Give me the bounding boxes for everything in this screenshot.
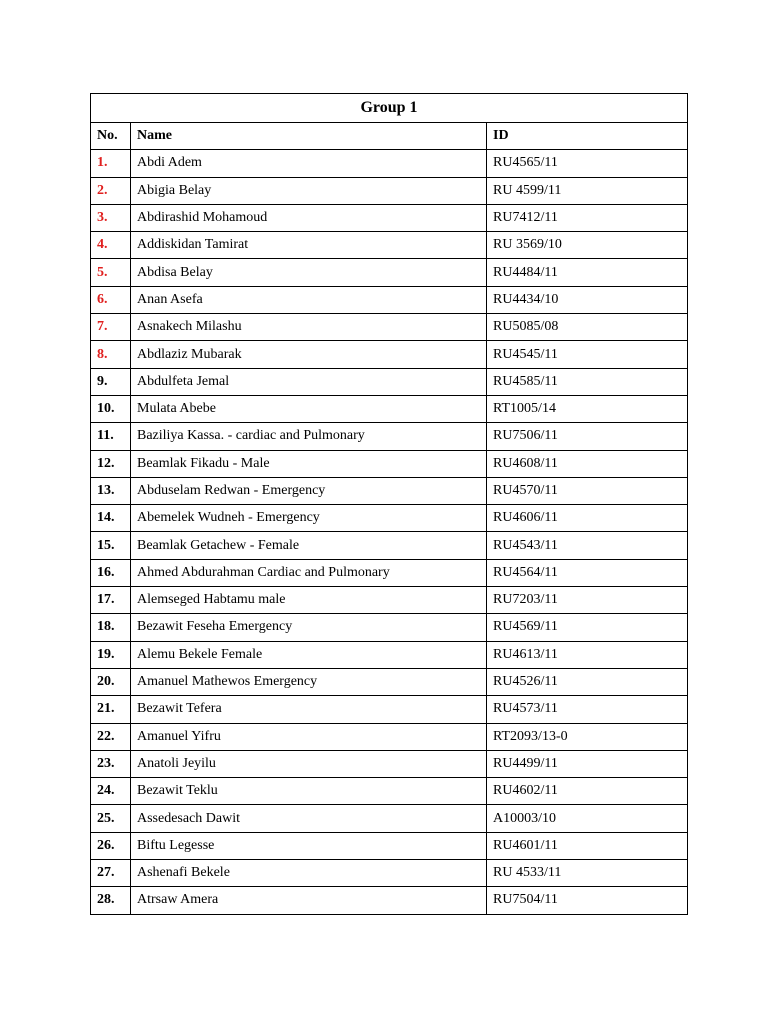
row-id: RU7504/11 xyxy=(487,887,688,914)
row-number: 4. xyxy=(91,232,131,259)
row-id: RU4606/11 xyxy=(487,505,688,532)
group-table xyxy=(90,93,688,915)
row-id: RU5085/08 xyxy=(487,314,688,341)
row-id: RU 4533/11 xyxy=(487,860,688,887)
table-row xyxy=(91,177,688,204)
row-name: Bezawit Feseha Emergency xyxy=(131,614,487,641)
row-id: RU7412/11 xyxy=(487,204,688,231)
table-row xyxy=(91,532,688,559)
table-row xyxy=(91,668,688,695)
row-name: Mulata Abebe xyxy=(131,395,487,422)
row-id: RU4601/11 xyxy=(487,832,688,859)
row-number: 25. xyxy=(91,805,131,832)
table-row xyxy=(91,832,688,859)
row-name: Anatoli Jeyilu xyxy=(131,750,487,777)
row-number: 1. xyxy=(91,150,131,177)
row-id: RU4565/11 xyxy=(487,150,688,177)
table-header-row xyxy=(91,123,688,150)
row-name: Abigia Belay xyxy=(131,177,487,204)
row-id: A10003/10 xyxy=(487,805,688,832)
table-row xyxy=(91,450,688,477)
table-row xyxy=(91,232,688,259)
row-name: Amanuel Mathewos Emergency xyxy=(131,668,487,695)
table-row xyxy=(91,259,688,286)
row-number: 26. xyxy=(91,832,131,859)
row-id: RU4602/11 xyxy=(487,778,688,805)
row-name: Beamlak Getachew - Female xyxy=(131,532,487,559)
table-body xyxy=(91,150,688,914)
row-number: 11. xyxy=(91,423,131,450)
table-row xyxy=(91,778,688,805)
row-number: 8. xyxy=(91,341,131,368)
header-no: No. xyxy=(91,123,131,150)
row-number: 23. xyxy=(91,750,131,777)
row-name: Amanuel Yifru xyxy=(131,723,487,750)
row-name: Assedesach Dawit xyxy=(131,805,487,832)
row-id: RU4608/11 xyxy=(487,450,688,477)
row-name: Ashenafi Bekele xyxy=(131,860,487,887)
row-number: 15. xyxy=(91,532,131,559)
row-number: 12. xyxy=(91,450,131,477)
row-id: RU4569/11 xyxy=(487,614,688,641)
table-row xyxy=(91,614,688,641)
table-row xyxy=(91,860,688,887)
table-title-row xyxy=(91,94,688,123)
row-number: 19. xyxy=(91,641,131,668)
table-row xyxy=(91,395,688,422)
row-number: 20. xyxy=(91,668,131,695)
row-number: 22. xyxy=(91,723,131,750)
table-row xyxy=(91,204,688,231)
row-id: RU4564/11 xyxy=(487,559,688,586)
row-name: Abdisa Belay xyxy=(131,259,487,286)
row-number: 16. xyxy=(91,559,131,586)
header-id: ID xyxy=(487,123,688,150)
row-name: Baziliya Kassa. - cardiac and Pulmonary xyxy=(131,423,487,450)
table-row xyxy=(91,696,688,723)
row-id: RU4573/11 xyxy=(487,696,688,723)
row-id: RU4434/10 xyxy=(487,286,688,313)
row-number: 2. xyxy=(91,177,131,204)
row-name: Beamlak Fikadu - Male xyxy=(131,450,487,477)
row-name: Asnakech Milashu xyxy=(131,314,487,341)
table-row xyxy=(91,587,688,614)
row-number: 24. xyxy=(91,778,131,805)
row-id: RU 4599/11 xyxy=(487,177,688,204)
row-id: RU4499/11 xyxy=(487,750,688,777)
header-name: Name xyxy=(131,123,487,150)
row-id: RU4526/11 xyxy=(487,668,688,695)
row-name: Atrsaw Amera xyxy=(131,887,487,914)
row-name: Anan Asefa xyxy=(131,286,487,313)
row-id: RT2093/13-0 xyxy=(487,723,688,750)
row-number: 18. xyxy=(91,614,131,641)
table-row xyxy=(91,423,688,450)
row-id: RU4545/11 xyxy=(487,341,688,368)
row-name: Addiskidan Tamirat xyxy=(131,232,487,259)
row-id: RU7203/11 xyxy=(487,587,688,614)
row-number: 28. xyxy=(91,887,131,914)
row-name: Abdi Adem xyxy=(131,150,487,177)
row-id: RU4613/11 xyxy=(487,641,688,668)
row-name: Bezawit Teklu xyxy=(131,778,487,805)
row-id: RT1005/14 xyxy=(487,395,688,422)
row-number: 10. xyxy=(91,395,131,422)
row-number: 14. xyxy=(91,505,131,532)
row-number: 9. xyxy=(91,368,131,395)
table-row xyxy=(91,286,688,313)
table-row xyxy=(91,368,688,395)
row-number: 6. xyxy=(91,286,131,313)
row-name: Abdulfeta Jemal xyxy=(131,368,487,395)
row-id: RU 3569/10 xyxy=(487,232,688,259)
row-name: Abdlaziz Mubarak xyxy=(131,341,487,368)
row-id: RU4543/11 xyxy=(487,532,688,559)
table-row xyxy=(91,314,688,341)
table-row xyxy=(91,641,688,668)
table-row xyxy=(91,505,688,532)
row-name: Abduselam Redwan - Emergency xyxy=(131,477,487,504)
row-name: Alemseged Habtamu male xyxy=(131,587,487,614)
row-name: Biftu Legesse xyxy=(131,832,487,859)
table-row xyxy=(91,723,688,750)
row-id: RU4585/11 xyxy=(487,368,688,395)
row-id: RU4484/11 xyxy=(487,259,688,286)
row-number: 7. xyxy=(91,314,131,341)
row-name: Alemu Bekele Female xyxy=(131,641,487,668)
table-row xyxy=(91,341,688,368)
row-number: 17. xyxy=(91,587,131,614)
row-number: 21. xyxy=(91,696,131,723)
row-number: 27. xyxy=(91,860,131,887)
table-row xyxy=(91,477,688,504)
table-title: Group 1 xyxy=(91,94,688,123)
table-row xyxy=(91,805,688,832)
table-row xyxy=(91,559,688,586)
row-number: 3. xyxy=(91,204,131,231)
row-id: RU7506/11 xyxy=(487,423,688,450)
row-name: Abemelek Wudneh - Emergency xyxy=(131,505,487,532)
row-number: 5. xyxy=(91,259,131,286)
row-id: RU4570/11 xyxy=(487,477,688,504)
table-row xyxy=(91,750,688,777)
table-row xyxy=(91,887,688,914)
row-number: 13. xyxy=(91,477,131,504)
row-name: Bezawit Tefera xyxy=(131,696,487,723)
row-name: Abdirashid Mohamoud xyxy=(131,204,487,231)
row-name: Ahmed Abdurahman Cardiac and Pulmonary xyxy=(131,559,487,586)
table-row xyxy=(91,150,688,177)
